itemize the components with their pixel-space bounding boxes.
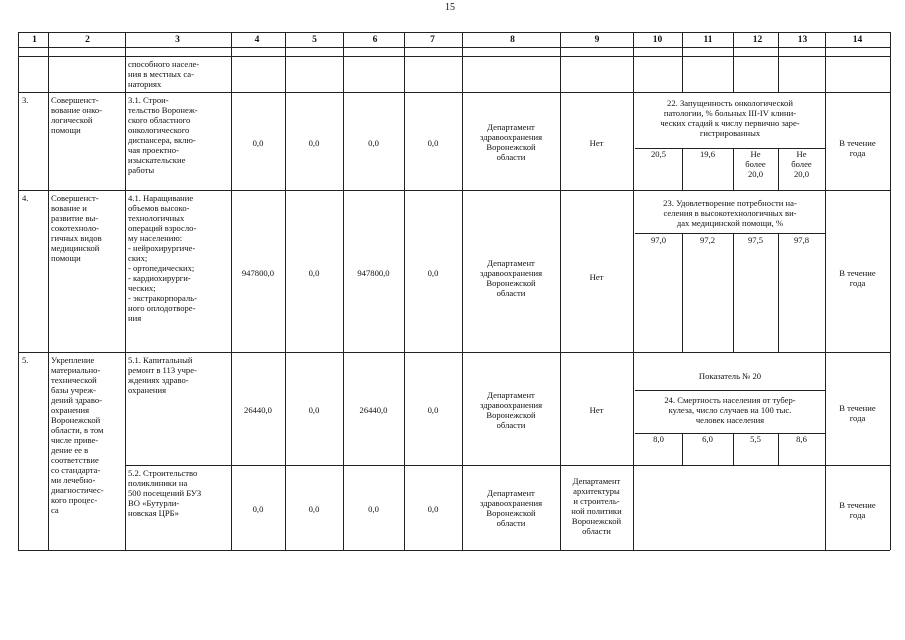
- row3-ind-col13: Не более 20,0: [791, 149, 812, 179]
- row3-term: В течение года: [839, 138, 876, 158]
- col-header-7: 7: [430, 35, 435, 45]
- row4-col7: 0,0: [427, 268, 439, 278]
- col-header-8: 8: [510, 35, 515, 45]
- row4-col4: 947800,0: [241, 268, 275, 278]
- row4-ind-col12: 97,5: [747, 235, 764, 245]
- row5-1-coexecutor: Нет: [589, 405, 604, 415]
- col-header-3: 3: [175, 35, 180, 45]
- col-header-6: 6: [372, 35, 378, 45]
- row3-number: 3.: [22, 95, 29, 105]
- row5-task-name: Укрепление материально- технической базы учреж- дений здраво- охранения Воронежской области, в том числе приве- дение ее в соответствие со стандарта- ми лечебно- диагностичес- кого процес- са: [51, 355, 104, 515]
- row5-1-executor: Департамент здравоохранения Воронежской области: [479, 390, 543, 430]
- row5-1-col5: 0,0: [308, 405, 320, 415]
- row4-measure: 4.1. Наращивание объемов высоко- технологичных операций взросло- му населению: - нейрохирургиче- ских; - ортопедических; - кардиохирурги- ческих; - экстракорпораль- ного оплодотворе- ния: [128, 193, 197, 323]
- row3-coexecutor: Нет: [589, 138, 604, 148]
- row3-col5: 0,0: [308, 138, 320, 148]
- row3-ind-col12: Не более 20,0: [745, 149, 766, 179]
- row4-term: В течение года: [839, 268, 876, 288]
- col-header-4: 4: [254, 35, 260, 45]
- row5-ind-col10: 8,0: [653, 434, 664, 444]
- row5-measure-2: 5.2. Строительство поликлиники на 500 посещений БУЗ ВО «Бутурли- новская ЦРБ»: [128, 468, 202, 518]
- row3-col7: 0,0: [427, 138, 439, 148]
- row4-ind-col13: 97,8: [793, 235, 810, 245]
- row4-executor: Департамент здравоохранения Воронежской области: [479, 258, 543, 298]
- row5-2-term: В течение года: [839, 500, 876, 520]
- row5-1-col4: 26440,0: [244, 405, 272, 415]
- row5-2-col7: 0,0: [427, 504, 439, 514]
- row5-indicator-text: 24. Смертность населения от тубер- кулеза, число случаев на 100 тыс. человек населения: [664, 395, 796, 425]
- col-header-9: 9: [594, 35, 600, 45]
- col-header-2: 2: [85, 35, 90, 45]
- row3-col4: 0,0: [252, 138, 264, 148]
- continued-measure-text: способного населе- ния в местных са- наториях: [128, 59, 200, 89]
- row3-indicator-text: 22. Запущенность онкологической патологии, % больных III-IV клини- ческих стадий к числу первично заре- гистрированных: [660, 98, 800, 138]
- row5-2-col4: 0,0: [252, 504, 264, 514]
- page-number: 15: [445, 2, 455, 13]
- col-header-14: 14: [852, 35, 863, 45]
- row3-col6: 0,0: [368, 138, 379, 148]
- row5-2-executor: Департамент здравоохранения Воронежской области: [479, 488, 543, 528]
- row5-measure-1: 5.1. Капитальный ремонт в 113 учре- ждениях здраво- охранения: [128, 355, 197, 395]
- row5-indicator-title: Показатель № 20: [698, 371, 762, 381]
- row3-ind-col10: 20,5: [650, 149, 667, 159]
- row5-2-col5: 0,0: [308, 504, 320, 514]
- row4-col5: 0,0: [308, 268, 320, 278]
- col-header-5: 5: [312, 35, 317, 45]
- row4-ind-col10: 97,0: [650, 235, 667, 245]
- row3-measure: 3.1. Строи- тельство Воронеж- ского областного онкологического диспансера, вклю- чая проектно- изыскательские работы: [128, 95, 198, 175]
- row4-coexecutor: Нет: [589, 272, 604, 282]
- row5-ind-col13: 8,6: [796, 434, 807, 444]
- row4-ind-col11: 97,2: [699, 235, 716, 245]
- col-header-13: 13: [797, 35, 808, 45]
- row4-number: 4.: [22, 193, 29, 203]
- row4-col6: 947800,0: [357, 268, 390, 278]
- row5-2-col6: 0,0: [368, 504, 379, 514]
- row3-ind-col11: 19,6: [699, 149, 716, 159]
- row3-task-name: Совершенст- вование онко- логической помощи: [51, 95, 103, 135]
- row5-1-col7: 0,0: [427, 405, 439, 415]
- col-header-11: 11: [703, 35, 713, 45]
- row3-executor: Департамент здравоохранения Воронежской области: [479, 122, 543, 162]
- col-header-12: 12: [752, 35, 763, 45]
- row5-2-coexecutor: Департамент архитектуры и строитель- ной политики Воронежской области: [571, 476, 622, 536]
- row4-task-name: Совершенст- вование и развитие вы- сокотехноло- гичных видов медицинской помощи: [51, 193, 102, 263]
- col-header-1: 1: [32, 35, 37, 45]
- row4-indicator-text: 23. Удовлетворение потребности на- селения в высокотехнологичных ви- дах медицинской помощи, %: [663, 198, 797, 228]
- col-header-10: 10: [652, 35, 663, 45]
- row5-ind-col11: 6,0: [702, 434, 713, 444]
- row5-number: 5.: [22, 355, 29, 365]
- row5-ind-col12: 5,5: [750, 434, 761, 444]
- row5-1-col6: 26440,0: [359, 405, 388, 415]
- row5-1-term: В течение года: [839, 403, 876, 423]
